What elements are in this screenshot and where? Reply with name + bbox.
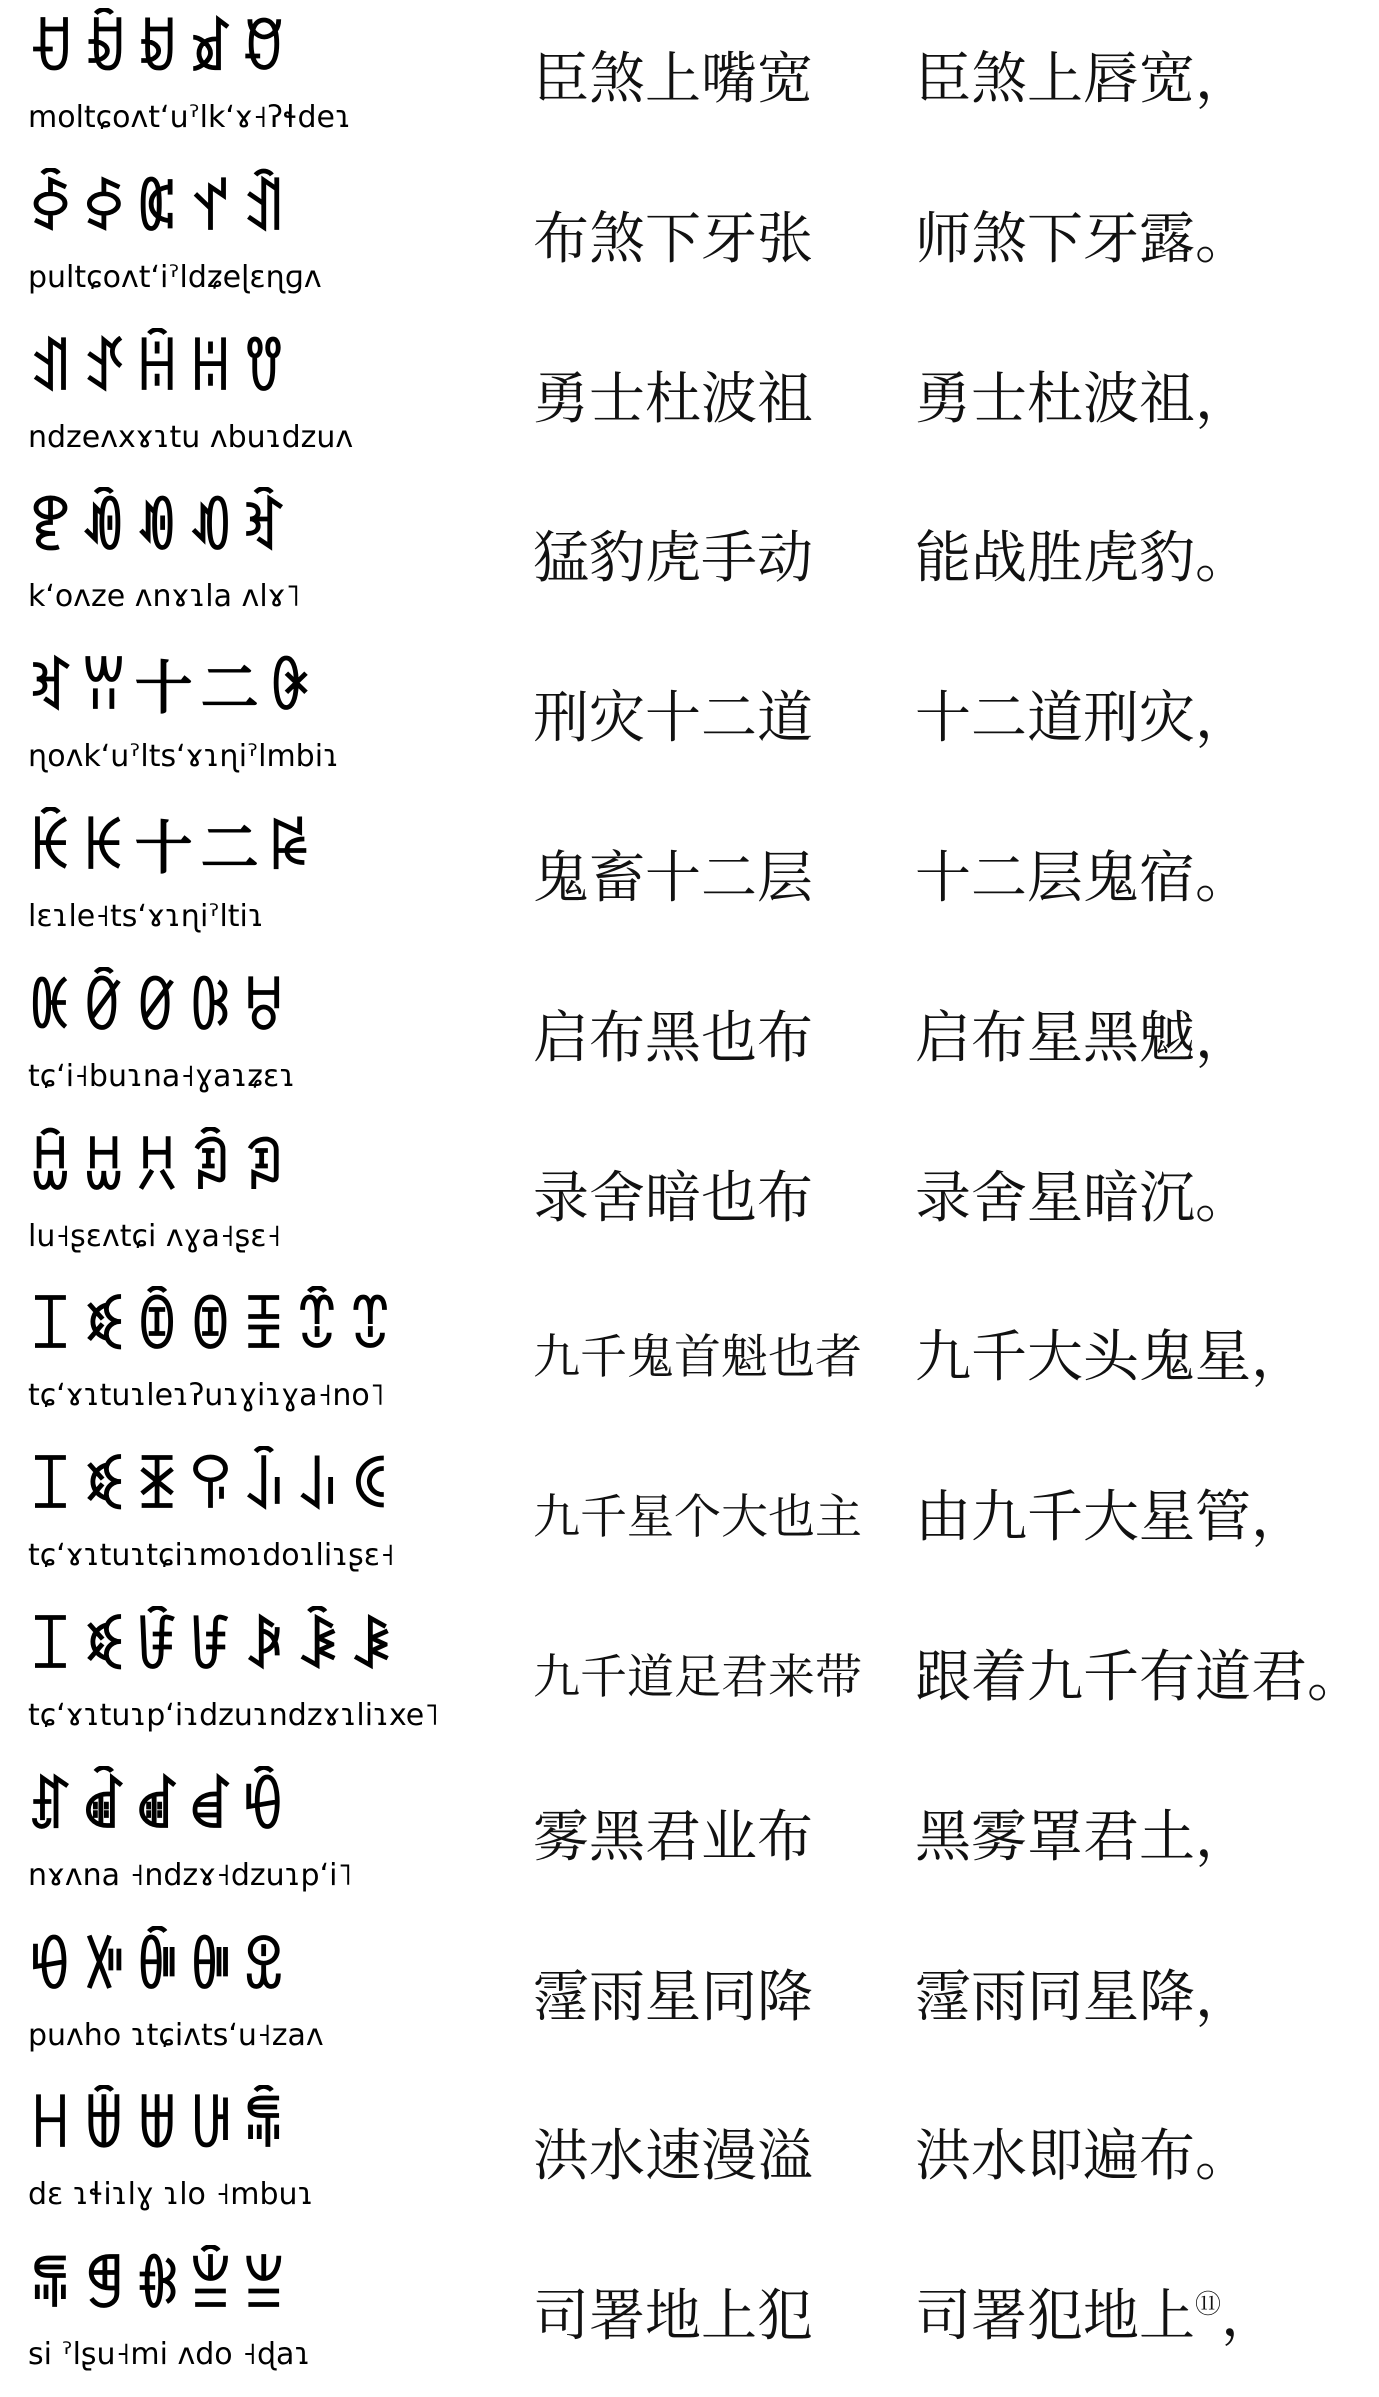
yi-script-line: ꀤꀥꀰꀱꀲꀳꀴ (28, 1613, 402, 1681)
verse-row (0, 2237, 1379, 2396)
yi-text-block (28, 1926, 448, 2066)
literal-gloss: 九千星个大也主 (533, 1490, 862, 1545)
verse-row (0, 639, 1379, 798)
translation-text: 九千大头鬼星， (915, 1325, 1307, 1390)
yi-text-block (28, 2245, 448, 2385)
translation-text: 师煞下牙露。 (915, 207, 1251, 272)
free-translation (915, 1642, 1375, 1714)
verse-row (0, 1438, 1379, 1597)
phonetic-transcription: lɛɿle˧tsʻɤɿɳiˀltiɿ (28, 899, 264, 934)
literal-gloss: 录舍暗也布 (533, 1166, 813, 1231)
yi-text-block (28, 807, 448, 947)
yi-script-line: ꀗꀘ十二ꀙ (28, 814, 320, 882)
yi-text-block (28, 328, 448, 468)
yi-text-block (28, 168, 448, 308)
literal-gloss: 刑灾十二道 (533, 686, 813, 751)
free-translation (915, 1003, 1375, 1075)
free-translation (915, 2121, 1375, 2193)
yi-script-line: ꀀꀁꀂꀃꀄ (28, 15, 295, 83)
free-translation (915, 2281, 1375, 2353)
literal-gloss: 雾黑君业布 (533, 1805, 813, 1870)
literal-gloss: 勇士杜波祖 (533, 367, 813, 432)
footnote-marker[interactable]: ⑪ (1195, 2290, 1222, 2320)
free-translation (915, 204, 1375, 276)
phonetic-transcription: kʻoʌze ʌnɤɿla ʌlɤ˥ (28, 579, 301, 614)
translation-text: 勇士杜波祖， (915, 367, 1251, 432)
phonetic-transcription: tɕʻɤɿtuɿpʻiɿdzuɿndzɤɿliɿxe˥ (28, 1698, 440, 1733)
phonetic-transcription: tɕʻɤɿtuɿleɿʔuɿɣiɿɣa˧no˥ (28, 1378, 385, 1413)
yi-text-block (28, 1127, 448, 1267)
free-translation (915, 44, 1375, 116)
free-translation (915, 364, 1375, 436)
phonetic-transcription: nɤʌna ˧ndzɤ˧dzuɿpʻi˥ (28, 1858, 353, 1893)
translation-text: 司署犯地上 (915, 2284, 1195, 2349)
phonetic-transcription: dɛ ɿɬiɿlɣ ɿlo ˧mbuɿ (28, 2177, 314, 2212)
yi-script-line: ꀵꀶꀷꀸꀹ (28, 1773, 295, 1841)
yi-text-block (28, 8, 448, 148)
verse-row (0, 799, 1379, 958)
verse-row (0, 1598, 1379, 1757)
trailing-punctuation: ， (1221, 2284, 1278, 2349)
yi-script-line: ꀤꀥꀫꀬꀭꀮꀯ (28, 1453, 402, 1521)
yi-script-line: ꀿꁀꁁꁂꁃ (28, 2092, 295, 2160)
phonetic-transcription: si ˀlʂu˧mi ʌdo ˧ɖaɿ (28, 2337, 311, 2372)
literal-gloss: 九千鬼首魁也者 (533, 1330, 862, 1385)
literal-gloss: 启布黑也布 (533, 1006, 813, 1071)
free-translation (915, 1802, 1375, 1874)
yi-script-line: ꀚꀛꀜꀝꀞ (28, 974, 295, 1042)
phonetic-transcription: puʌho ɿtɕiʌtsʻu˧zaʌ (28, 2018, 324, 2053)
phonetic-transcription: ndzeʌxɤɿtu ʌbuɿdzuʌ (28, 420, 354, 455)
literal-gloss: 布煞下牙张 (533, 207, 813, 272)
yi-script-line: ꀟꀠꀡꀢꀣ (28, 1134, 295, 1202)
yi-script-line: ꀅꀆꀇꀈꀉ (28, 175, 295, 243)
yi-script-line: ꀊꀋꀌꀍꀎ (28, 335, 295, 403)
yi-text-block (28, 647, 448, 787)
literal-gloss: 司署地上犯 (533, 2284, 813, 2349)
literal-gloss: 臣煞上嘴宽 (533, 47, 813, 112)
phonetic-transcription: pultɕoʌtʻiˀldʑeɭɛɳɡʌ (28, 260, 322, 295)
yi-script-line: ꀤꀥꀦꀧꀨꀩꀪ (28, 1293, 402, 1361)
phonetic-transcription: moltɕoʌtʻuˀlkʻɤ˧ʔɬdeɿ (28, 100, 351, 135)
translation-text: 霪雨同星降， (915, 1965, 1251, 2030)
translation-text: 十二道刑灾， (915, 686, 1251, 751)
literal-gloss: 霪雨星同降 (533, 1965, 813, 2030)
translation-text: 洪水即遍布。 (915, 2124, 1251, 2189)
yi-text-block (28, 487, 448, 627)
verse-row (0, 160, 1379, 319)
translation-text: 臣煞上唇宽， (915, 47, 1251, 112)
free-translation (915, 1482, 1375, 1554)
yi-text-block (28, 1286, 448, 1426)
phonetic-transcription: lu˧ʂɛʌtɕi ʌɣa˧ʂɛ˧ (28, 1219, 282, 1254)
translation-text: 十二层鬼宿。 (915, 846, 1251, 911)
yi-text-block (28, 1446, 448, 1586)
phonetic-transcription: tɕʻɤɿtuɿtɕiɿmoɿdoɿliɿʂɛ˧ (28, 1538, 395, 1573)
translation-text: 能战胜虎豹。 (915, 526, 1251, 591)
verse-row (0, 320, 1379, 479)
verse-row (0, 479, 1379, 638)
yi-script-line: ꀺꀻꀼꀽꀾ (28, 1933, 295, 2001)
verse-row (0, 959, 1379, 1118)
literal-gloss: 猛豹虎手动 (533, 526, 813, 591)
translation-text: 由九千大星管， (915, 1485, 1307, 1550)
verse-row (0, 0, 1379, 159)
translation-text: 启布星黑魆， (915, 1006, 1251, 1071)
verse-row (0, 2077, 1379, 2236)
literal-gloss: 洪水速漫溢 (533, 2124, 813, 2189)
yi-text-block (28, 2085, 448, 2225)
free-translation (915, 1322, 1375, 1394)
yi-text-block (28, 1766, 448, 1906)
free-translation (915, 843, 1375, 915)
yi-script-line: ꀔꀕ十二ꀖ (28, 654, 320, 722)
phonetic-transcription: tɕʻi˧buɿna˧ɣaɿʑɛɿ (28, 1059, 296, 1094)
literal-gloss: 九千道足君来带 (533, 1650, 862, 1705)
free-translation (915, 1962, 1375, 2034)
translation-text: 跟着九千有道君。 (915, 1645, 1363, 1710)
phonetic-transcription: ɳoʌkʻuˀltsʻɤɿɳiˀlmbiɿ (28, 739, 339, 774)
free-translation (915, 523, 1375, 595)
verse-row (0, 1278, 1379, 1437)
yi-text-block (28, 1606, 448, 1746)
verse-row (0, 1119, 1379, 1278)
verse-row (0, 1758, 1379, 1917)
translation-text: 黑雾罩君土， (915, 1805, 1251, 1870)
yi-script-line: ꀏꀐꀑꀒꀓ (28, 494, 295, 562)
free-translation (915, 1163, 1375, 1235)
literal-gloss: 鬼畜十二层 (533, 846, 813, 911)
yi-script-line: ꁄꁅꁆꁇꁈ (28, 2252, 295, 2320)
free-translation (915, 683, 1375, 755)
yi-text-block (28, 967, 448, 1107)
translation-text: 录舍星暗沉。 (915, 1166, 1251, 1231)
verse-row (0, 1918, 1379, 2077)
